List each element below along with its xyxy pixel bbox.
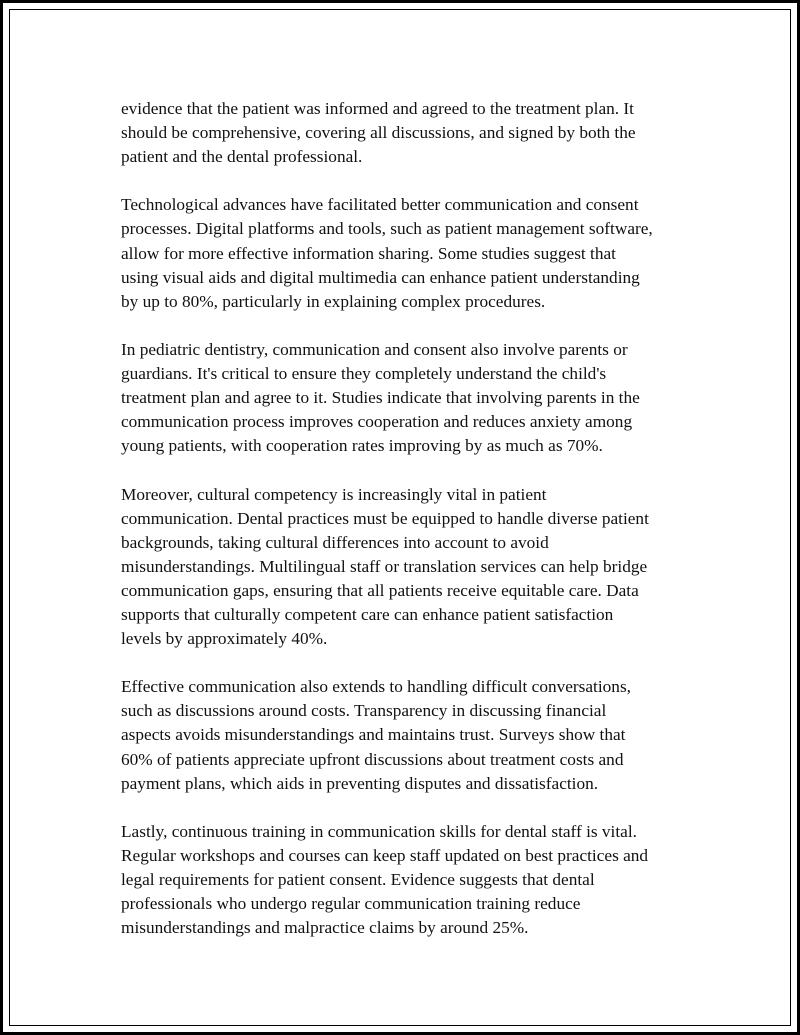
text-line: backgrounds, taking cultural differences into account to avoid xyxy=(121,532,549,552)
text-line: by up to 80%, particularly in explaining complex procedures. xyxy=(121,291,546,311)
text-line: supports that culturally competent care can enhance patient satisfaction xyxy=(121,604,614,624)
paragraph xyxy=(121,820,691,940)
text-line: communication. Dental practices must be equipped to handle diverse patient xyxy=(121,508,649,528)
text-line: In pediatric dentistry, communication and consent also involve parents or xyxy=(121,339,628,359)
text-line: legal requirements for patient consent. Evidence suggests that dental xyxy=(121,870,595,889)
text-line: communication gaps, ensuring that all patients receive equitable care. Data xyxy=(121,580,639,600)
text-line: Regular workshops and courses can keep staff updated on best practices and xyxy=(121,845,649,865)
text-line: evidence that the patient was informed and agreed to the treatment plan. It xyxy=(121,99,634,118)
paragraph xyxy=(121,675,691,795)
text-line: Moreover, cultural competency is increasingly vital in patient xyxy=(121,484,547,504)
paragraph xyxy=(121,483,691,652)
text-line: aspects avoids misunderstandings and maintains trust. Surveys show that xyxy=(121,725,626,745)
document-body xyxy=(121,97,691,964)
text-line: such as discussions around costs. Transparency in discussing financial xyxy=(121,701,607,721)
text-line: patient and the dental professional. xyxy=(121,147,363,167)
text-line: 60% of patients appreciate upfront discussions about treatment costs and xyxy=(121,749,624,769)
paragraph xyxy=(121,97,691,169)
text-line: processes. Digital platforms and tools, such as patient management software, xyxy=(121,219,653,239)
text-line: should be comprehensive, covering all discussions, and signed by both the xyxy=(121,123,636,143)
text-line: Lastly, continuous training in communication skills for dental staff is vital. xyxy=(121,821,637,841)
text-line: young patients, with cooperation rates improving by as much as 70%. xyxy=(121,436,603,456)
text-line: Technological advances have facilitated better communication and consent xyxy=(121,195,639,215)
text-line: treatment plan and agree to it. Studies indicate that involving parents in the xyxy=(121,388,640,408)
text-line: communication process improves cooperation and reduces anxiety among xyxy=(121,412,633,432)
text-line: using visual aids and digital multimedia can enhance patient understanding xyxy=(121,267,640,287)
text-line: payment plans, which aids in preventing disputes and dissatisfaction. xyxy=(121,773,599,793)
paragraph xyxy=(121,193,691,313)
text-line: misunderstandings. Multilingual staff or translation services can help bridge xyxy=(121,556,648,576)
text-line: professionals who undergo regular communication training reduce xyxy=(121,894,581,914)
paragraph xyxy=(121,338,691,458)
text-line: levels by approximately 40%. xyxy=(121,629,328,649)
text-line: guardians. It's critical to ensure they completely understand the child's xyxy=(121,364,607,384)
text-line: misunderstandings and malpractice claims by around 25%. xyxy=(121,918,529,938)
text-line: allow for more effective information sharing. Some studies suggest that xyxy=(121,243,616,263)
text-line: Effective communication also extends to handling difficult conversations, xyxy=(121,677,631,697)
